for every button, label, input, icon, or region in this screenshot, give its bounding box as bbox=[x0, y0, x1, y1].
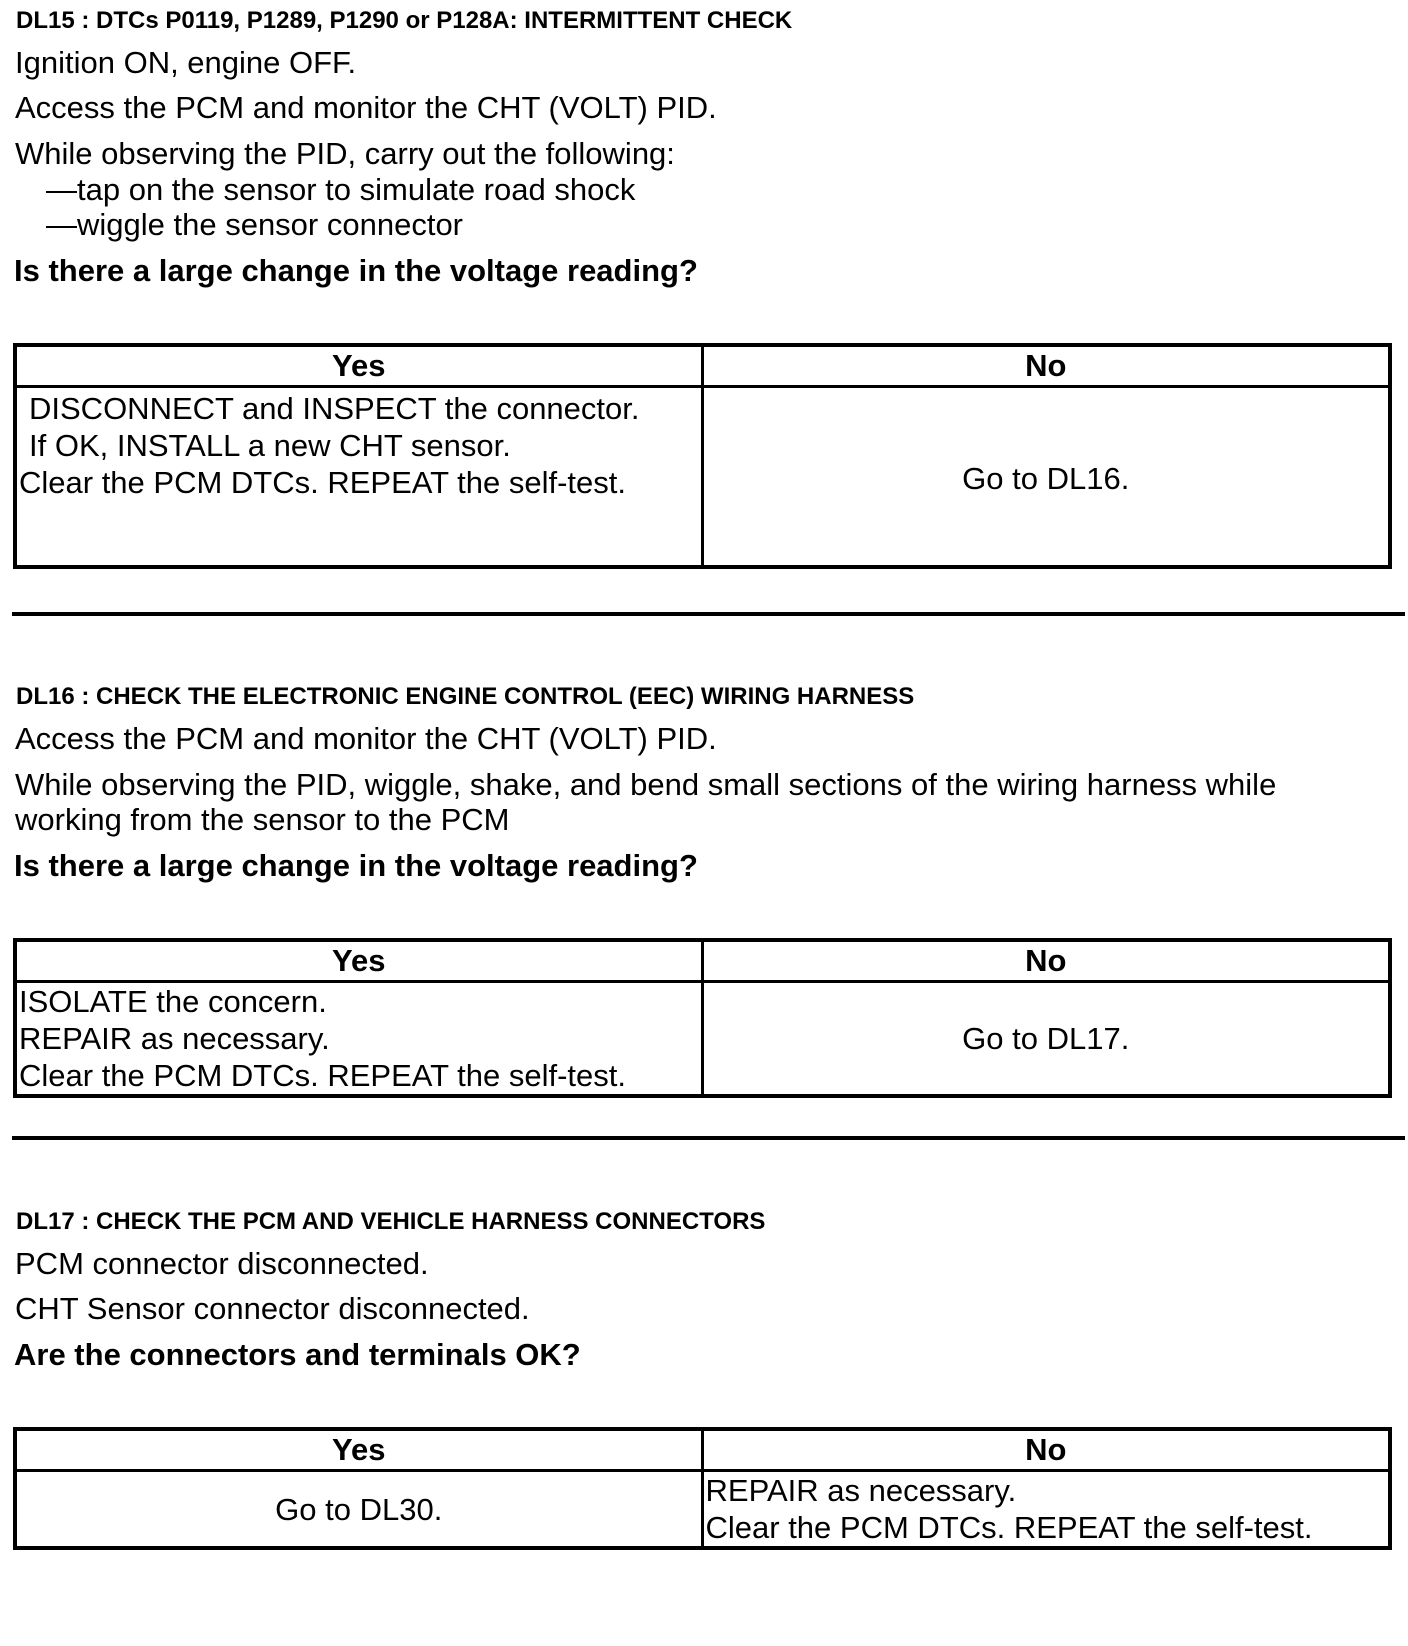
dl16-question: Is there a large change in the voltage reading? bbox=[14, 848, 698, 883]
dl17-no-header: No bbox=[702, 1429, 1390, 1471]
dl15-substep-2: —wiggle the sensor connector bbox=[46, 207, 464, 242]
dl15-substep-1: —tap on the sensor to simulate road shock bbox=[46, 172, 636, 207]
dl17-heading: DL17 : CHECK THE PCM AND VEHICLE HARNESS CONNECTORS bbox=[16, 1208, 766, 1235]
dl15-yes-line-3: Clear the PCM DTCs. REPEAT the self-test. bbox=[19, 465, 626, 500]
dl16-step-2: While observing the PID, wiggle, shake, and bend small sections of the wiring harness while bbox=[15, 767, 1277, 802]
dl17-question: Are the connectors and terminals OK? bbox=[14, 1337, 581, 1372]
dl15-yes-line-1: DISCONNECT and INSPECT the connector. bbox=[29, 391, 640, 426]
dl15-step-3: While observing the PID, carry out the following: bbox=[15, 136, 675, 171]
dl16-no-cell: Go to DL17. bbox=[702, 982, 1390, 1097]
dl17-step-2: CHT Sensor connector disconnected. bbox=[15, 1291, 530, 1326]
dl15-step-2: Access the PCM and monitor the CHT (VOLT) PID. bbox=[15, 90, 717, 125]
dl16-yes-line-3: Clear the PCM DTCs. REPEAT the self-test. bbox=[19, 1058, 626, 1093]
dl17-step-1: PCM connector disconnected. bbox=[15, 1246, 429, 1281]
dl17-no-cell bbox=[702, 1471, 1390, 1549]
dl15-yes-header: Yes bbox=[15, 345, 702, 387]
dl17-answer-table bbox=[13, 1427, 1392, 1550]
dl16-heading: DL16 : CHECK THE ELECTRONIC ENGINE CONTROL (EEC) WIRING HARNESS bbox=[16, 683, 915, 710]
dl17-yes-cell: Go to DL30. bbox=[15, 1471, 702, 1549]
dl17-no-line-1: REPAIR as necessary. bbox=[705, 1473, 1017, 1508]
dl15-yes-line-2: If OK, INSTALL a new CHT sensor. bbox=[29, 428, 511, 463]
dl16-step-1: Access the PCM and monitor the CHT (VOLT) PID. bbox=[15, 721, 717, 756]
dl16-step-3: working from the sensor to the PCM bbox=[15, 802, 510, 837]
dl16-yes-cell bbox=[15, 982, 702, 1097]
dl17-yes-header: Yes bbox=[15, 1429, 702, 1471]
dl16-yes-line-1: ISOLATE the concern. bbox=[19, 984, 327, 1019]
dl16-yes-header: Yes bbox=[15, 940, 702, 982]
dl16-answer-table bbox=[13, 938, 1392, 1098]
dl15-yes-cell bbox=[15, 387, 702, 567]
section-divider bbox=[12, 1136, 1405, 1140]
dl15-answer-table bbox=[13, 343, 1392, 569]
dl15-step-1: Ignition ON, engine OFF. bbox=[15, 45, 357, 80]
dl16-no-header: No bbox=[702, 940, 1390, 982]
section-divider bbox=[12, 612, 1405, 616]
dl16-yes-line-2: REPAIR as necessary. bbox=[19, 1021, 330, 1056]
dl15-heading: DL15 : DTCs P0119, P1289, P1290 or P128A: INTERMITTENT CHECK bbox=[16, 7, 793, 34]
dl15-no-header: No bbox=[702, 345, 1390, 387]
dl15-question: Is there a large change in the voltage reading? bbox=[14, 253, 698, 288]
dl17-no-line-2: Clear the PCM DTCs. REPEAT the self-test. bbox=[705, 1510, 1313, 1545]
dl15-no-cell: Go to DL16. bbox=[702, 387, 1390, 567]
